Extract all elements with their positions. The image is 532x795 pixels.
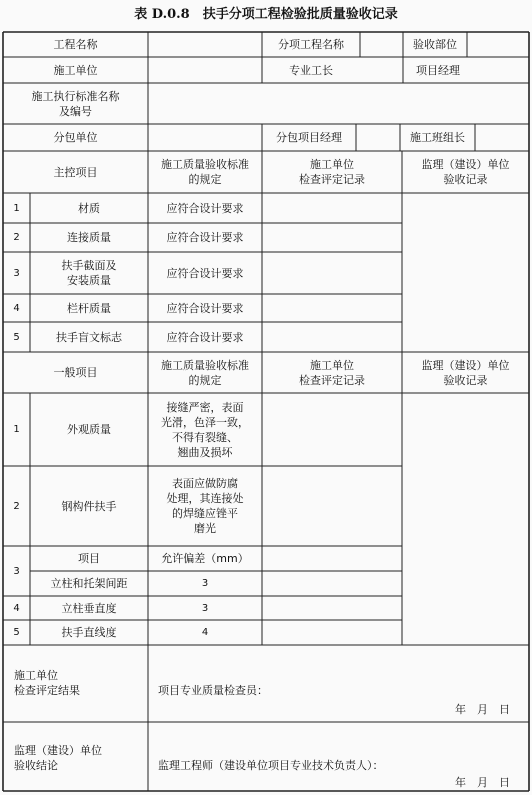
general-items-heading: 一般项目 [53,366,98,379]
construction-date: 年 月 日 [455,702,510,716]
tolerance-no: 3 [13,565,20,577]
main-row-1-no: 1 [13,202,20,214]
page-title: 表 D.0.8 扶手分项工程检验批质量验收记录 [134,7,398,22]
main-items-heading: 主控项目 [53,165,98,179]
acceptance-part-label: 验收部位 [413,38,457,51]
project-manager-label: 项目经理 [416,63,460,77]
construction-unit-label: 施工单位 [53,63,98,77]
main-row-1-item: 材质 [78,201,100,215]
general-construction-header: 施工单位 检查评定记录 [299,358,365,387]
tolerance-row-2-item: 立柱垂直度 [61,601,117,615]
supervision-conclusion-label: 监理（建设）单位 验收结论 [14,744,102,772]
foreman-label: 专业工长 [289,63,333,77]
main-row-3-req: 应符合设计要求 [166,266,244,280]
main-row-4-req: 应符合设计要求 [166,301,244,315]
tolerance-item-label: 项目 [78,552,100,565]
main-row-5-req: 应符合设计要求 [166,330,244,344]
main-row-2-no: 2 [13,232,20,243]
tolerance-row-3-item: 扶手直线度 [61,626,117,639]
tolerance-row-1-value: 3 [201,578,209,589]
general-standard-header: 施工质量验收标准 的规定 [161,358,249,387]
main-row-2-req: 应符合设计要求 [166,231,244,244]
main-row-3-item: 扶手截面及 安装质量 [61,259,117,287]
general-row-1-no: 1 [13,424,20,435]
subcontractor-label: 分包单位 [53,131,98,144]
general-row-1-item: 外观质量 [67,423,111,436]
sub-project-manager-label: 分包项目经理 [276,131,342,144]
tolerance-req-label: 允许偏差（mm） [161,552,249,565]
supervision-date: 年 月 日 [455,775,510,789]
general-row-2-no: 2 [13,500,20,512]
main-row-5-item: 扶手盲文标志 [56,330,122,344]
tolerance-row-3-value: 4 [201,627,209,638]
main-supervision-header: 监理（建设）单位 验收记录 [421,158,510,186]
general-row-1-req: 接缝严密，表面 光滑，色泽一致， 不得有裂缝、 翘曲及损坏 [161,400,249,459]
tolerance-row-3-no: 5 [13,627,20,638]
main-row-5-no: 5 [13,331,20,343]
general-row-2-req: 表面应做防腐 处理，其连接处 的焊缝应锉平 磨光 [166,477,244,535]
main-row-4-item: 栏杆质量 [67,301,111,315]
project-name-label: 工程名称 [53,38,98,51]
quality-inspector-label: 项目专业质量检查员： [158,683,268,697]
tolerance-row-2-value: 3 [201,602,209,614]
sub-project-name-label: 分项工程名称 [278,38,344,51]
main-row-1-req: 应符合设计要求 [166,201,244,215]
main-construction-header: 施工单位 检查评定记录 [299,158,365,186]
supervision-engineer-label: 监理工程师（建设单位项目专业技术负责人）： [158,758,384,772]
tolerance-row-1-item: 立柱和托架间距 [50,577,128,590]
team-leader-label: 施工班组长 [410,131,465,144]
general-row-2-item: 钢构件扶手 [61,499,117,513]
main-standard-header: 施工质量验收标准 的规定 [161,158,249,186]
standard-name-label: 施工执行标准名称 及编号 [31,89,120,118]
general-supervision-header: 监理（建设）单位 验收记录 [421,358,510,387]
main-row-3-no: 3 [13,267,20,279]
main-row-4-no: 4 [13,302,20,314]
construction-result-label: 施工单位 检查评定结果 [14,669,80,697]
tolerance-row-2-no: 4 [13,602,20,614]
main-row-2-item: 连接质量 [67,231,111,244]
